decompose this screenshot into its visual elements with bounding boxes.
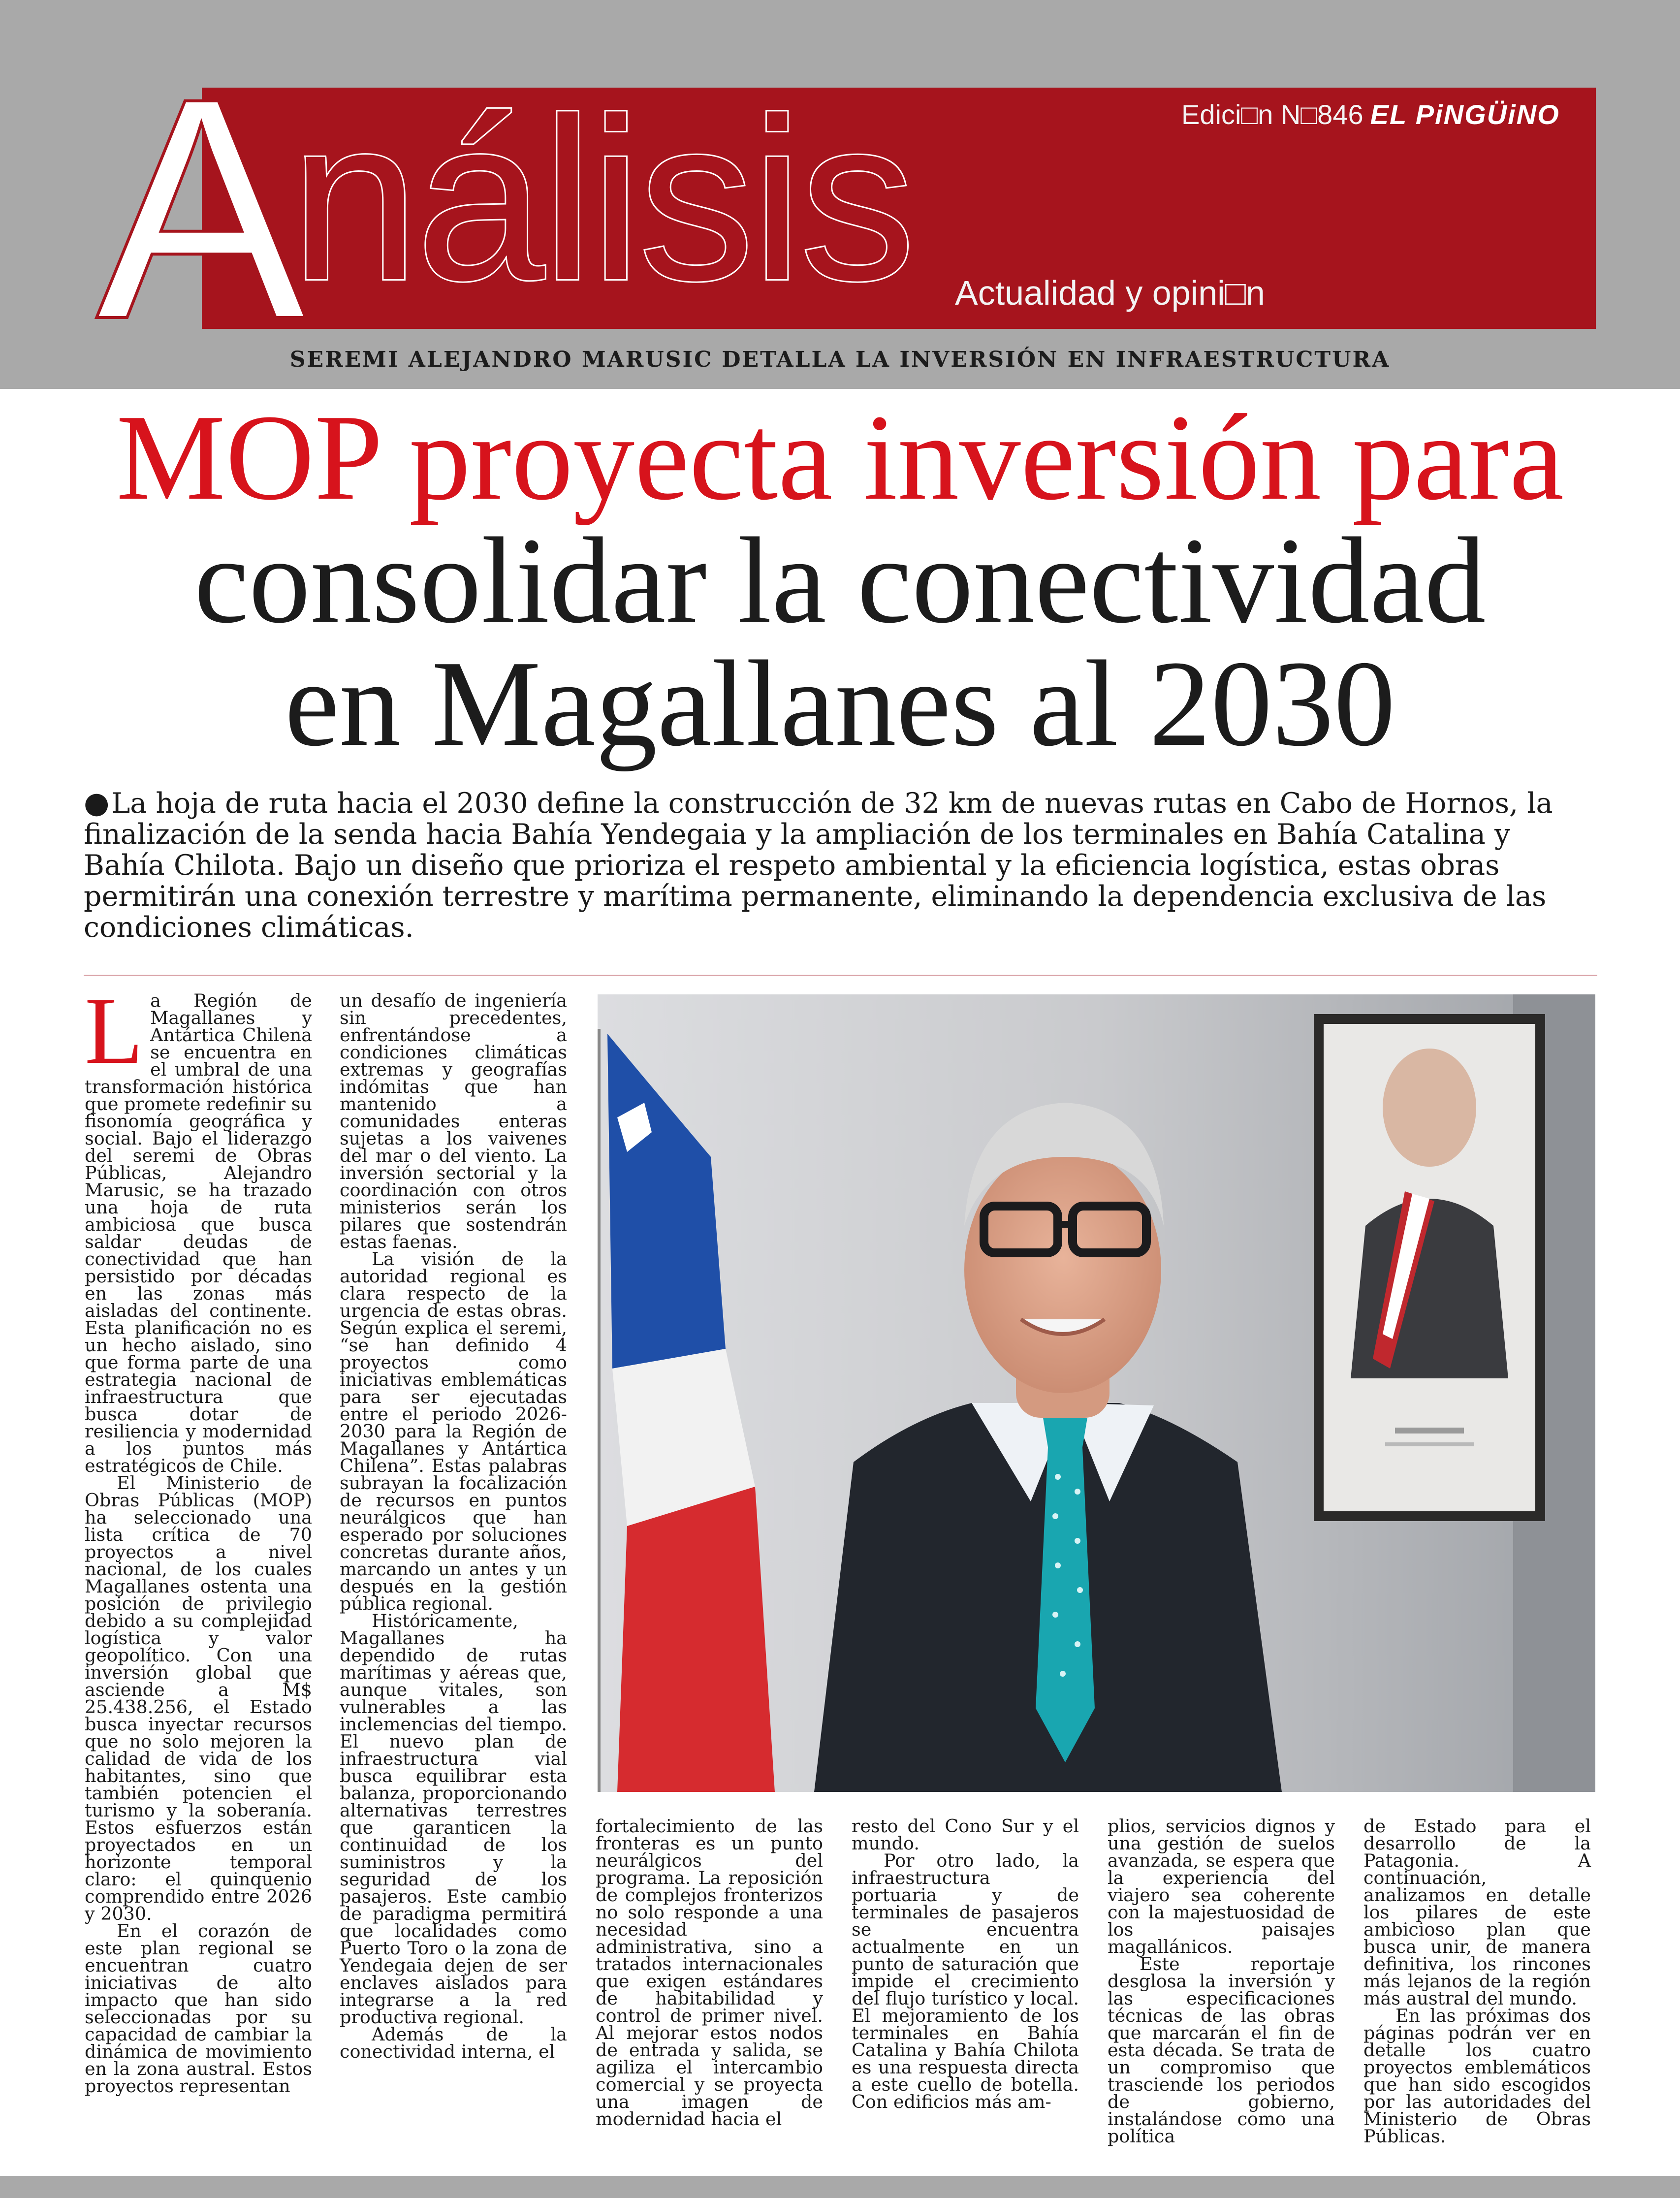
body-paragraph: La Región de Magallanes y Antártica Chilena se encuentra en el umbral de una transformación histórica que promete redefinir su fisonomía geográfica y social. Bajo el liderazgo del seremi de Obras Públicas, Alejandro Marusic, se ha trazado una hoja de ruta ambiciosa que busca saldar deudas de conectividad que han persistido por décadas en las zonas más aisladas del continente. Esta planificación no es un hecho aislado, sino que forma parte de una estrategia nacional de infraestructura que busca dotar de resiliencia y modernidad a los puntos más estratégicos de Chile. [85, 978, 312, 1476]
framed-portrait [1314, 1014, 1545, 1521]
body-column-1 [85, 978, 312, 2097]
body-paragraph: un desafío de ingeniería sin precedentes, enfrentándose a condiciones climáticas extremas y geografías indómitas que han mantenido a comunidades enteras sujetas a los vaivenes del mar o del viento. La inversión sectorial y la coordinación con otros ministerios serán los pilares que sostendrán estas faenas. [340, 990, 567, 1252]
headline-rest [0, 512, 1680, 772]
body-paragraph: de Estado para el desarrollo de la Patagonia. A continuación, analizamos en detalle los pilares de este ambicioso plan que busca unir, de manera definitiva, los rincones más lejanos de la región más austral del mundo. [1363, 1816, 1591, 2009]
edition-number: Edici□n N□846 [1181, 99, 1363, 130]
body-column-5 [1108, 1817, 1335, 2145]
edition-info [1181, 98, 1560, 130]
newspaper-brand: EL PiNGÜiNO [1370, 99, 1560, 130]
headline-line-2: consolidar la conectividad [194, 512, 1486, 649]
body-paragraph: fortalecimiento de las fronteras es un punto neurálgicos del programa. La reposición de complejos fronterizos no solo responde a una necesidad administrativa, sino a tratados internacionales que exigen estándares de habitabilidad y control de primer nivel. Al mejorar estos nodos de entrada y salida, se agiliza el intercambio comercial y se proyecta una imagen de modernidad hacia el [596, 1816, 823, 2130]
article-kicker: SEREMI ALEJANDRO MARUSIC DETALLA LA INVERSIÓN EN INFRAESTRUCTURA [289, 347, 1391, 372]
body-paragraph: resto del Cono Sur y el mundo. [852, 1816, 1079, 1854]
body-paragraph: En las próximas dos páginas podrán ver en detalle los cuatro proyectos emblemáticos que han sido escogidos por las autoridades del Ministerio de Obras Públicas. [1363, 2005, 1591, 2147]
lead-bullet: ● [84, 786, 110, 820]
body-paragraph: Además de la conectividad interna, el [340, 2024, 567, 2062]
body-column-6 [1363, 1817, 1591, 2145]
body-paragraph: Por otro lado, la infraestructura portuaria y de terminales de pasajeros se encuentra actualmente en un punto de saturación que impide el crecimiento del flujo turístico y local. El mejoramiento de los terminales en Bahía Catalina y Bahía Chilota es una respuesta directa a este cuello de botella. Con edificios más am- [852, 1850, 1079, 2112]
article-photo [598, 994, 1595, 1792]
lead-text: La hoja de ruta hacia el 2030 define la construcción de 32 km de nuevas rutas en Cabo de Hornos, la finalización de la senda hacia Bahía Yendegaia y la ampliación de los terminales en Bahía Catalina y Bahía Chilota. Bajo un diseño que prioriza el respeto ambiental y la eficiencia logística, estas obras permitirán una conexión terrestre y marítima permanente, eliminando la dependencia exclusiva de las condiciones climáticas. [84, 787, 1553, 944]
section-title: nálisis [290, 70, 913, 328]
body-column-4 [852, 1817, 1079, 2110]
footer-band [0, 2176, 1680, 2198]
lead-divider [84, 975, 1597, 976]
section-tagline: Actualidad y opini□n [955, 274, 1265, 312]
headline-line-1: MOP proyecta inversión para [116, 389, 1564, 526]
body-paragraph: En el corazón de este plan regional se encuentran cuatro iniciativas de alto impacto que han sido seleccionadas por su capacidad de cambiar la dinámica de movimiento en la zona austral. Estos proyectos representan [85, 1920, 312, 2097]
body-paragraph: El Ministerio de Obras Públicas (MOP) ha seleccionado una lista crítica de 70 proyectos a nivel nacional, de los cuales Magallanes ostenta una posición de privilegio debido a su complejidad logística y valor geopolítico. Con una inversión global que asciende a M$ 25.438.256, el Estado busca inyectar recursos que no solo mejoren la calidad de vida de los habitantes, sino que también potencien el turismo y la soberanía. Estos esfuerzos están proyectados en un horizonte temporal claro: el quinquenio comprendido entre 2026 y 2030. [85, 1472, 312, 1924]
svg-text:A: A [96, 32, 306, 384]
body-paragraph: Históricamente, Magallanes ha dependido de rutas marítimas y aéreas que, aunque vitales, son vulnerables a las inclemencias del tiempo. El nuevo plan de infraestructura vial busca equilibrar esta balanza, proporcionando alternativas terrestres que garanticen la continuidad de los suministros y la seguridad de los pasajeros. Este cambio de paradigma permitirá que localidades como Puerto Toro o la zona de Yendegaia dejen de ser enclaves aislados para integrarse a la red productiva regional. [340, 1610, 567, 2028]
body-paragraph: plios, servicios dignos y una gestión de suelos avanzada, se espera que la experiencia del viajero sea coherente con la majestuosidad de los paisajes magallánicos. [1108, 1816, 1335, 1957]
body-paragraph: La visión de la autoridad regional es clara respecto de la urgencia de estas obras. Según explica el seremi, “se han definido 4 proyectos como iniciativas emblemáticas para ser ejecutadas entre el periodo 2026-2030 para la Región de Magallanes y Antártica Chilena”. Estas palabras subrayan la focalización de recursos en puntos neurálgicos que han esperado por soluciones concretas durante años, marcando un antes y un después en la gestión pública regional. [340, 1248, 567, 1614]
article-lead [84, 788, 1600, 943]
portrait-illustration [598, 994, 1595, 1792]
body-column-3 [596, 1817, 823, 2128]
drop-cap: L [85, 978, 144, 1084]
headline-line-3: en Magallanes al 2030 [285, 636, 1395, 772]
body-column-2 [340, 992, 567, 2060]
body-paragraph: Este reportaje desglosa la inversión y las especificaciones técnicas de las obras que marcarán el fin de esta década. Se trata de un compromiso que trasciende los periodos de gobierno, instalándose como una política [1108, 1953, 1335, 2147]
